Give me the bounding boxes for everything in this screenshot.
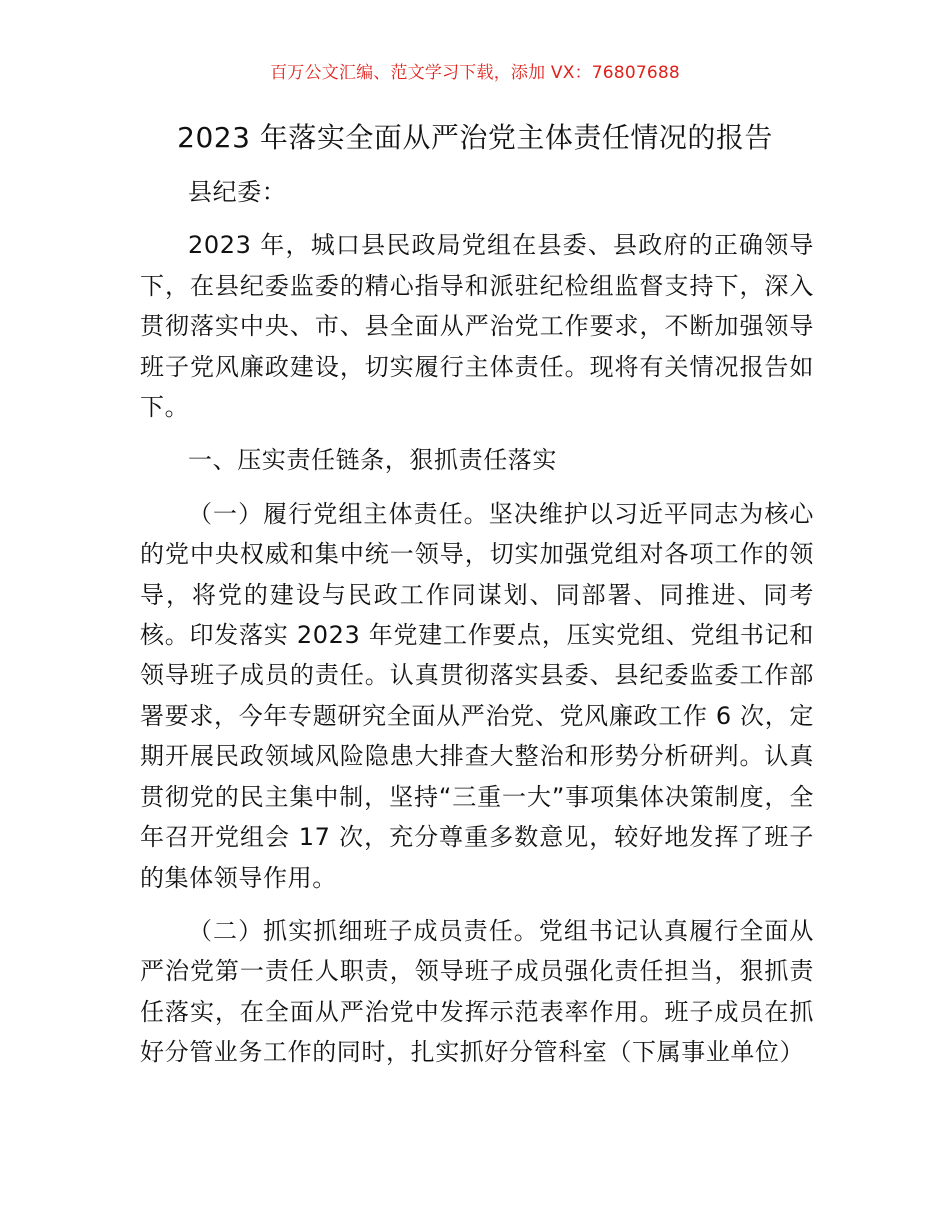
intro-paragraph: 2023 年，城口县民政局党组在县委、县政府的正确领导下，在县纪委监委的精心指导和派驻纪检组监督支持下，深入贯彻落实中央、市、县全面从严治党工作要求，不断加强领导班子党风廉政建设，切实履行主体责任。现将有关情况报告如下。 [140,231,814,422]
subsection-paragraph-2: （二）抓实抓细班子成员责任。党组书记认真履行全面从严治党第一责任人职责，领导班子成员强化责任担当，狠抓责任落实，在全面从严治党中发挥示范表率作用。班子成员在抓好分管业务工作的同时，扎实抓好分管科室（下属事业单位） [140,916,814,1067]
header-watermark: 百万公文汇编、范文学习下载，添加 VX：76807688 [270,63,680,83]
document-body [140,172,814,1086]
section-heading-1: 一、压实责任链条，狠抓责任落实 [188,446,557,475]
subsection-paragraph-1: （一）履行党组主体责任。坚决维护以习近平同志为核心的党中央权威和集中统一领导，切实加强党组对各项工作的领导，将党的建设与民政工作同谋划、同部署、同推进、同考核。印发落实 2023 年党建工作要点，压实党组、党组书记和领导班子成员的责任。认真贯彻落实县委、县纪委监委工作部署要求，今年专题研究全面从严治党、党风廉政工作 6 次，定期开展民政领域风险隐患大排查大整治和形势分析研判。认真贯彻党的民主集中制，坚持“三重一大”事项集体决策制度，全年召开党组会 17 次，充分尊重多数意见，较好地发挥了班子的集体领导作用。 [140,499,814,892]
salutation: 县纪委： [188,178,287,206]
page-title: 2023 年落实全面从严治党主体责任情况的报告 [177,121,773,154]
